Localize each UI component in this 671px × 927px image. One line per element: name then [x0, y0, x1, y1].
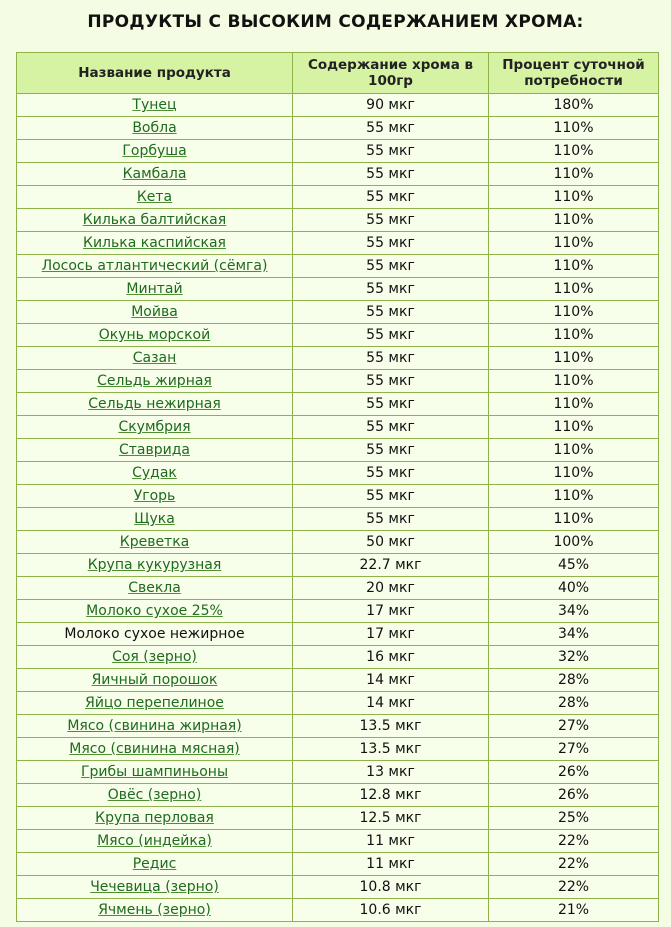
chromium-amount-cell: 20 мкг — [293, 577, 489, 600]
chromium-amount-cell: 55 мкг — [293, 439, 489, 462]
chromium-amount-cell: 17 мкг — [293, 600, 489, 623]
product-link[interactable]: Сельдь нежирная — [88, 396, 221, 412]
product-name-cell — [17, 393, 293, 416]
daily-percent-cell: 34% — [489, 600, 659, 623]
daily-percent-cell: 110% — [489, 209, 659, 232]
chromium-amount-cell: 55 мкг — [293, 370, 489, 393]
product-link[interactable]: Судак — [132, 465, 177, 481]
chromium-amount-cell: 55 мкг — [293, 416, 489, 439]
product-name-cell — [17, 370, 293, 393]
table-row — [17, 531, 659, 554]
daily-percent-cell: 180% — [489, 94, 659, 117]
product-name-cell — [17, 163, 293, 186]
table-row — [17, 324, 659, 347]
chromium-amount-cell: 55 мкг — [293, 232, 489, 255]
product-name-cell — [17, 646, 293, 669]
daily-percent-cell: 100% — [489, 531, 659, 554]
table-row — [17, 232, 659, 255]
table-header-row — [17, 53, 659, 94]
chromium-amount-cell: 55 мкг — [293, 255, 489, 278]
product-link[interactable]: Сазан — [132, 350, 177, 366]
product-name-cell — [17, 899, 293, 922]
table-row — [17, 186, 659, 209]
daily-percent-cell: 32% — [489, 646, 659, 669]
daily-percent-cell: 26% — [489, 761, 659, 784]
table-row — [17, 761, 659, 784]
table-row — [17, 94, 659, 117]
daily-percent-cell: 22% — [489, 853, 659, 876]
chromium-amount-cell: 55 мкг — [293, 393, 489, 416]
chromium-amount-cell: 55 мкг — [293, 301, 489, 324]
table-row — [17, 370, 659, 393]
product-name-cell — [17, 324, 293, 347]
table-row — [17, 255, 659, 278]
product-link[interactable]: Редис — [132, 856, 177, 872]
table-row — [17, 163, 659, 186]
chromium-amount-cell: 55 мкг — [293, 140, 489, 163]
table-row — [17, 416, 659, 439]
product-link[interactable]: Мойва — [131, 304, 178, 320]
chromium-amount-cell: 55 мкг — [293, 485, 489, 508]
daily-percent-cell: 22% — [489, 830, 659, 853]
daily-percent-cell: 110% — [489, 117, 659, 140]
table-row — [17, 301, 659, 324]
product-link[interactable]: Кета — [136, 189, 173, 205]
chromium-amount-cell: 55 мкг — [293, 347, 489, 370]
chromium-amount-cell: 11 мкг — [293, 853, 489, 876]
daily-percent-cell: 110% — [489, 347, 659, 370]
product-link[interactable]: Соя (зерно) — [112, 649, 197, 665]
table-row — [17, 830, 659, 853]
product-name-cell — [17, 669, 293, 692]
product-link[interactable]: Крупа кукурузная — [87, 557, 222, 573]
product-name-cell — [17, 278, 293, 301]
product-link[interactable]: Ставрида — [118, 442, 190, 458]
chromium-amount-cell: 55 мкг — [293, 186, 489, 209]
table-row — [17, 646, 659, 669]
product-name-cell — [17, 853, 293, 876]
table-row — [17, 853, 659, 876]
product-name-cell — [17, 761, 293, 784]
product-link[interactable]: Овёс (зерно) — [107, 787, 202, 803]
table-row — [17, 623, 659, 646]
product-name-cell — [17, 117, 293, 140]
daily-percent-cell: 27% — [489, 715, 659, 738]
product-link[interactable]: Лосось атлантический (сёмга) — [41, 258, 268, 274]
chromium-amount-cell: 55 мкг — [293, 278, 489, 301]
product-name-cell — [17, 416, 293, 439]
chromium-amount-cell: 12.5 мкг — [293, 807, 489, 830]
daily-percent-cell: 34% — [489, 623, 659, 646]
product-name-cell — [17, 807, 293, 830]
product-link[interactable]: Килька балтийская — [82, 212, 227, 228]
daily-percent-cell: 110% — [489, 278, 659, 301]
product-name-cell — [17, 439, 293, 462]
product-name-cell — [17, 255, 293, 278]
table-row — [17, 140, 659, 163]
product-link[interactable]: Мясо (индейка) — [97, 833, 212, 849]
daily-percent-cell: 110% — [489, 439, 659, 462]
table-row — [17, 209, 659, 232]
product-link[interactable]: Щука — [134, 511, 175, 527]
chromium-amount-cell: 55 мкг — [293, 462, 489, 485]
daily-percent-cell: 110% — [489, 255, 659, 278]
chromium-amount-cell: 55 мкг — [293, 209, 489, 232]
page-title: ПРОДУКТЫ С ВЫСОКИМ СОДЕРЖАНИЕМ ХРОМА: — [87, 12, 584, 32]
product-name: Молоко сухое нежирное — [64, 626, 245, 642]
table-row — [17, 784, 659, 807]
product-name-cell — [17, 186, 293, 209]
header-chromium-content: Содержание хрома в 100гр — [293, 53, 489, 94]
product-name-cell — [17, 876, 293, 899]
table-row — [17, 692, 659, 715]
daily-percent-cell: 110% — [489, 140, 659, 163]
product-name-cell — [17, 301, 293, 324]
product-name-cell — [17, 830, 293, 853]
daily-percent-cell: 40% — [489, 577, 659, 600]
product-link[interactable]: Минтай — [126, 281, 183, 297]
product-link[interactable]: Мясо (свинина мясная) — [69, 741, 240, 757]
daily-percent-cell: 110% — [489, 393, 659, 416]
daily-percent-cell: 45% — [489, 554, 659, 577]
chromium-amount-cell: 16 мкг — [293, 646, 489, 669]
products-table — [16, 52, 659, 922]
table-row — [17, 669, 659, 692]
product-name-cell — [17, 623, 293, 646]
chromium-amount-cell: 11 мкг — [293, 830, 489, 853]
chromium-amount-cell: 55 мкг — [293, 508, 489, 531]
product-link[interactable]: Свекла — [128, 580, 181, 596]
product-name-cell — [17, 715, 293, 738]
product-link[interactable]: Горбуша — [122, 143, 187, 159]
chromium-amount-cell: 13 мкг — [293, 761, 489, 784]
table-row — [17, 485, 659, 508]
product-name-cell — [17, 508, 293, 531]
table-row — [17, 508, 659, 531]
chromium-amount-cell: 10.6 мкг — [293, 899, 489, 922]
chromium-amount-cell: 14 мкг — [293, 692, 489, 715]
chromium-amount-cell: 14 мкг — [293, 669, 489, 692]
header-product-name: Название продукта — [17, 53, 293, 94]
table-row — [17, 876, 659, 899]
table-row — [17, 600, 659, 623]
product-name-cell — [17, 209, 293, 232]
daily-percent-cell: 110% — [489, 462, 659, 485]
chromium-amount-cell: 55 мкг — [293, 117, 489, 140]
table-row — [17, 738, 659, 761]
product-name-cell — [17, 485, 293, 508]
chromium-amount-cell: 12.8 мкг — [293, 784, 489, 807]
product-name-cell — [17, 577, 293, 600]
daily-percent-cell: 26% — [489, 784, 659, 807]
table-row — [17, 807, 659, 830]
product-link[interactable]: Грибы шампиньоны — [80, 764, 229, 780]
daily-percent-cell: 22% — [489, 876, 659, 899]
product-link[interactable]: Крупа перловая — [95, 810, 214, 826]
product-link[interactable]: Чечевица (зерно) — [90, 879, 219, 895]
product-link[interactable]: Молоко сухое 25% — [86, 603, 223, 619]
daily-percent-cell: 110% — [489, 485, 659, 508]
product-link[interactable]: Яйцо перепелиное — [85, 695, 224, 711]
daily-percent-cell: 27% — [489, 738, 659, 761]
table-row — [17, 462, 659, 485]
product-name-cell — [17, 462, 293, 485]
product-link[interactable]: Ячмень (зерно) — [98, 902, 211, 918]
daily-percent-cell: 25% — [489, 807, 659, 830]
daily-percent-cell: 110% — [489, 163, 659, 186]
table-row — [17, 117, 659, 140]
daily-percent-cell: 28% — [489, 692, 659, 715]
product-name-cell — [17, 692, 293, 715]
chromium-amount-cell: 50 мкг — [293, 531, 489, 554]
product-name-cell — [17, 531, 293, 554]
product-link[interactable]: Угорь — [133, 488, 176, 504]
product-link[interactable]: Сельдь жирная — [97, 373, 212, 389]
product-name-cell — [17, 347, 293, 370]
daily-percent-cell: 110% — [489, 232, 659, 255]
daily-percent-cell: 110% — [489, 186, 659, 209]
chromium-amount-cell: 13.5 мкг — [293, 738, 489, 761]
table-row — [17, 393, 659, 416]
product-link[interactable]: Окунь морской — [98, 327, 211, 343]
table-body — [17, 94, 659, 922]
product-name-cell — [17, 140, 293, 163]
product-link[interactable]: Мясо (свинина жирная) — [67, 718, 242, 734]
daily-percent-cell: 110% — [489, 324, 659, 347]
daily-percent-cell: 110% — [489, 416, 659, 439]
product-link[interactable]: Яичный порошок — [91, 672, 218, 688]
daily-percent-cell: 28% — [489, 669, 659, 692]
daily-percent-cell: 110% — [489, 508, 659, 531]
table-row — [17, 554, 659, 577]
chromium-amount-cell: 90 мкг — [293, 94, 489, 117]
table-row — [17, 439, 659, 462]
product-name-cell — [17, 94, 293, 117]
chromium-amount-cell: 55 мкг — [293, 163, 489, 186]
chromium-amount-cell: 17 мкг — [293, 623, 489, 646]
product-name-cell — [17, 784, 293, 807]
table-row — [17, 577, 659, 600]
daily-percent-cell: 110% — [489, 301, 659, 324]
table-row — [17, 347, 659, 370]
product-link[interactable]: Камбала — [122, 166, 187, 182]
header-daily-percent: Процент суточной потребности — [489, 53, 659, 94]
table-row — [17, 715, 659, 738]
product-name-cell — [17, 232, 293, 255]
product-link[interactable]: Скумбрия — [118, 419, 191, 435]
daily-percent-cell: 110% — [489, 370, 659, 393]
product-name-cell — [17, 600, 293, 623]
product-link[interactable]: Креветка — [119, 534, 190, 550]
table-row — [17, 278, 659, 301]
chromium-amount-cell: 22.7 мкг — [293, 554, 489, 577]
daily-percent-cell: 21% — [489, 899, 659, 922]
product-link[interactable]: Вобла — [132, 120, 177, 136]
chromium-amount-cell: 55 мкг — [293, 324, 489, 347]
product-name-cell — [17, 554, 293, 577]
table-row — [17, 899, 659, 922]
chromium-amount-cell: 13.5 мкг — [293, 715, 489, 738]
product-link[interactable]: Килька каспийская — [83, 235, 226, 251]
product-link[interactable]: Тунец — [132, 97, 177, 113]
chromium-amount-cell: 10.8 мкг — [293, 876, 489, 899]
product-name-cell — [17, 738, 293, 761]
